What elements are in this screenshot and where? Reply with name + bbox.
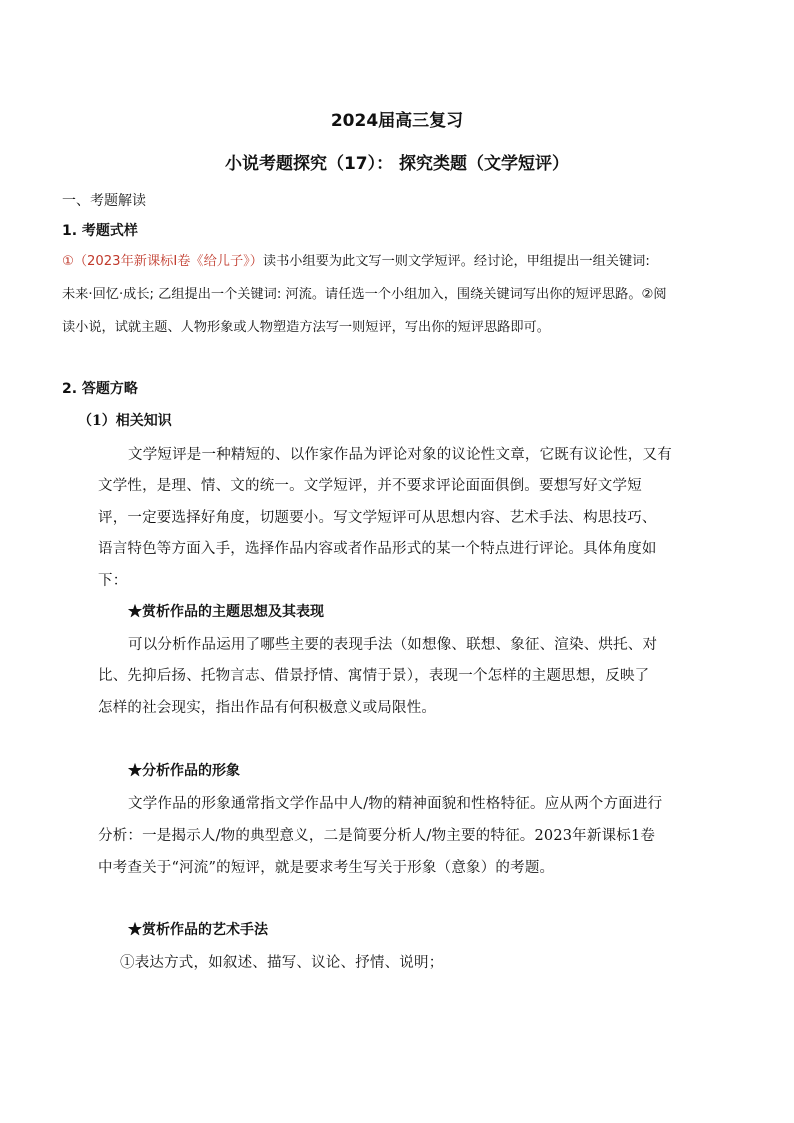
- para3-line-2: 分析：一是揭示人/物的典型意义，二是简要分析人/物主要的特征。2023年新课标1卷: [98, 828, 656, 844]
- para1-line-3: 评，一定要选择好角度，切题要小。写文学短评可从思想内容、艺术手法、构思技巧、: [98, 510, 657, 526]
- heading-technique: ★赏析作品的艺术手法: [128, 922, 268, 938]
- heading-image: ★分析作品的形象: [128, 763, 240, 779]
- subheading-knowledge: （1）相关知识: [78, 413, 172, 429]
- para2-line-2: 比、先抑后扬、托物言志、借景抒情、寓情于景），表现一个怎样的主题思想，反映了: [98, 668, 650, 684]
- technique-item-1: ①表达方式，如叙述、描写、议论、抒情、说明；: [120, 955, 444, 971]
- sample-line-1-text: 读书小组要为此文写一则文学短评。经讨论，甲组提出一组关键词:: [262, 254, 650, 269]
- para2-line-3: 怎样的社会现实，指出作品有何积极意义或局限性。: [98, 700, 437, 716]
- heading-theme: ★赏析作品的主题思想及其表现: [128, 604, 324, 620]
- para1-line-2: 文学性，是理、情、文的统一。文学短评，并不要求评论面面俱倒。要想写好文学短: [98, 478, 642, 494]
- sample-line-3: 读小说，试就主题、人物形象或人物塑造方法写一则短评，写出你的短评思路即可。: [62, 320, 550, 335]
- sample-line-1: [62, 250, 650, 269]
- para1-line-1: 文学短评是一种精短的、以作家作品为评论对象的议论性文章，它既有议论性，又有: [128, 447, 672, 463]
- sample-line-2: 未来·回忆·成长; 乙组提出一个关键词: 河流。请任选一个小组加入，围绕关键词写出你的短评思路。②阅: [62, 287, 667, 302]
- para3-line-1: 文学作品的形象通常指文学作品中人/物的精神面貌和性格特征。应从两个方面进行: [128, 796, 663, 812]
- section-heading-1: 一、考题解读: [62, 193, 146, 209]
- para2-line-1: 可以分析作品运用了哪些主要的表现手法（如想像、联想、象征、渲染、烘托、对: [128, 637, 658, 653]
- para1-line-4: 语言特色等方面入手，选择作品内容或者作品形式的某一个特点进行评论。具体角度如: [98, 541, 657, 557]
- subheading-strategy: 2. 答题方略: [62, 381, 138, 397]
- para3-line-3: 中考查关于“河流”的短评，就是要求考生写关于形象（意象）的考题。: [98, 860, 555, 876]
- para1-line-5: 下：: [98, 573, 128, 589]
- document-title: 2024届高三复习: [330, 111, 464, 131]
- sample-source: ①（2023年新课标Ⅰ卷《给儿子》）: [62, 254, 263, 269]
- subheading-question-sample: 1. 考题式样: [62, 223, 138, 239]
- document-subtitle: 小说考题探究（17）： 探究类题（文学短评）: [224, 154, 570, 174]
